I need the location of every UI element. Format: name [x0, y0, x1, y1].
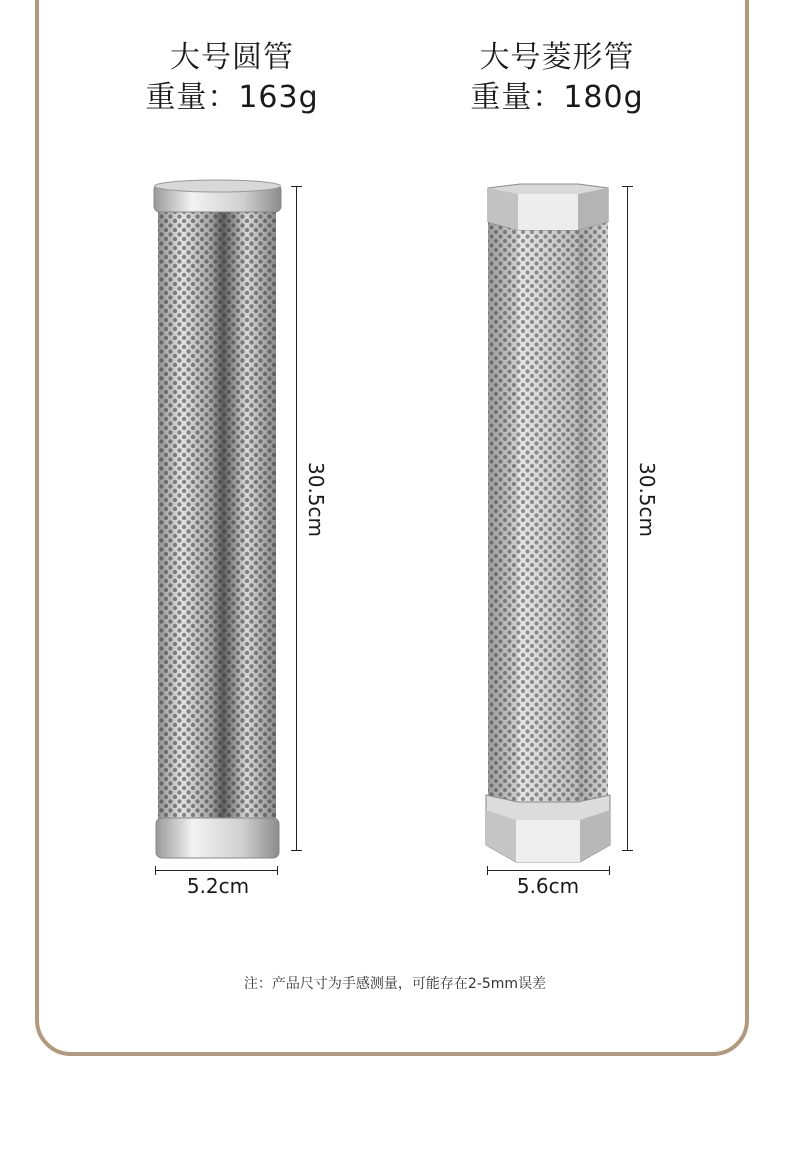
product-weight-round: 重量：163g — [145, 80, 319, 115]
round-tube-image — [150, 178, 285, 863]
height-dimension-round — [291, 186, 301, 851]
hexagon-tube-image — [480, 180, 615, 865]
product-name-hexagon: 大号菱形管 — [479, 40, 635, 75]
measurement-note: 注：产品尺寸为手感测量，可能存在2-5mm误差 — [243, 976, 547, 992]
product-title-round — [82, 38, 382, 118]
height-label-hexagon: 30.5cm — [635, 462, 659, 538]
product-weight-hexagon: 重量：180g — [470, 80, 644, 115]
width-label-hexagon: 5.6cm — [516, 874, 580, 898]
product-name-round: 大号圆管 — [170, 40, 294, 75]
product-title-hexagon — [407, 38, 707, 118]
height-dimension-hexagon — [622, 186, 632, 851]
height-label-round: 30.5cm — [304, 462, 328, 538]
width-label-round: 5.2cm — [186, 874, 250, 898]
